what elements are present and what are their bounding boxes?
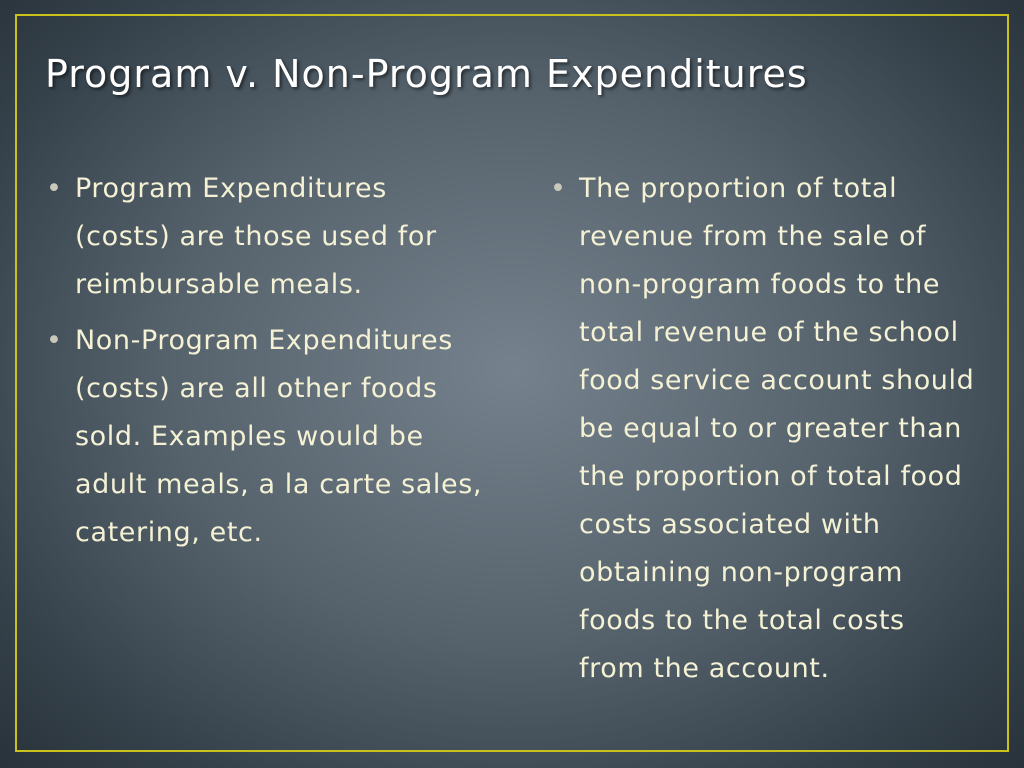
- bullet-dot-icon: •: [46, 325, 63, 356]
- right-bullet-list: [548, 165, 978, 701]
- bullet-text: Program Expenditures (costs) are those used for reimbursable meals.: [75, 173, 437, 300]
- bullet-text: Non-Program Expenditures (costs) are all other foods sold. Examples would be adult meals, a la carte sales, catering, etc.: [75, 325, 483, 548]
- left-bullet-list: [44, 165, 490, 565]
- bullet-dot-icon: •: [550, 173, 567, 204]
- bullet-non-program-expenditures: [44, 317, 490, 557]
- bullet-text: The proportion of total revenue from the sale of non-program foods to the total revenue of the school food service account should be equal to or greater than the proportion of total food costs associated with obtaining non-program foods to the total costs from the account.: [579, 173, 975, 684]
- slide-title: Program v. Non-Program Expenditures: [45, 52, 808, 96]
- bullet-revenue-proportion: [548, 165, 978, 693]
- bullet-dot-icon: •: [46, 173, 63, 204]
- bullet-program-expenditures: [44, 165, 490, 309]
